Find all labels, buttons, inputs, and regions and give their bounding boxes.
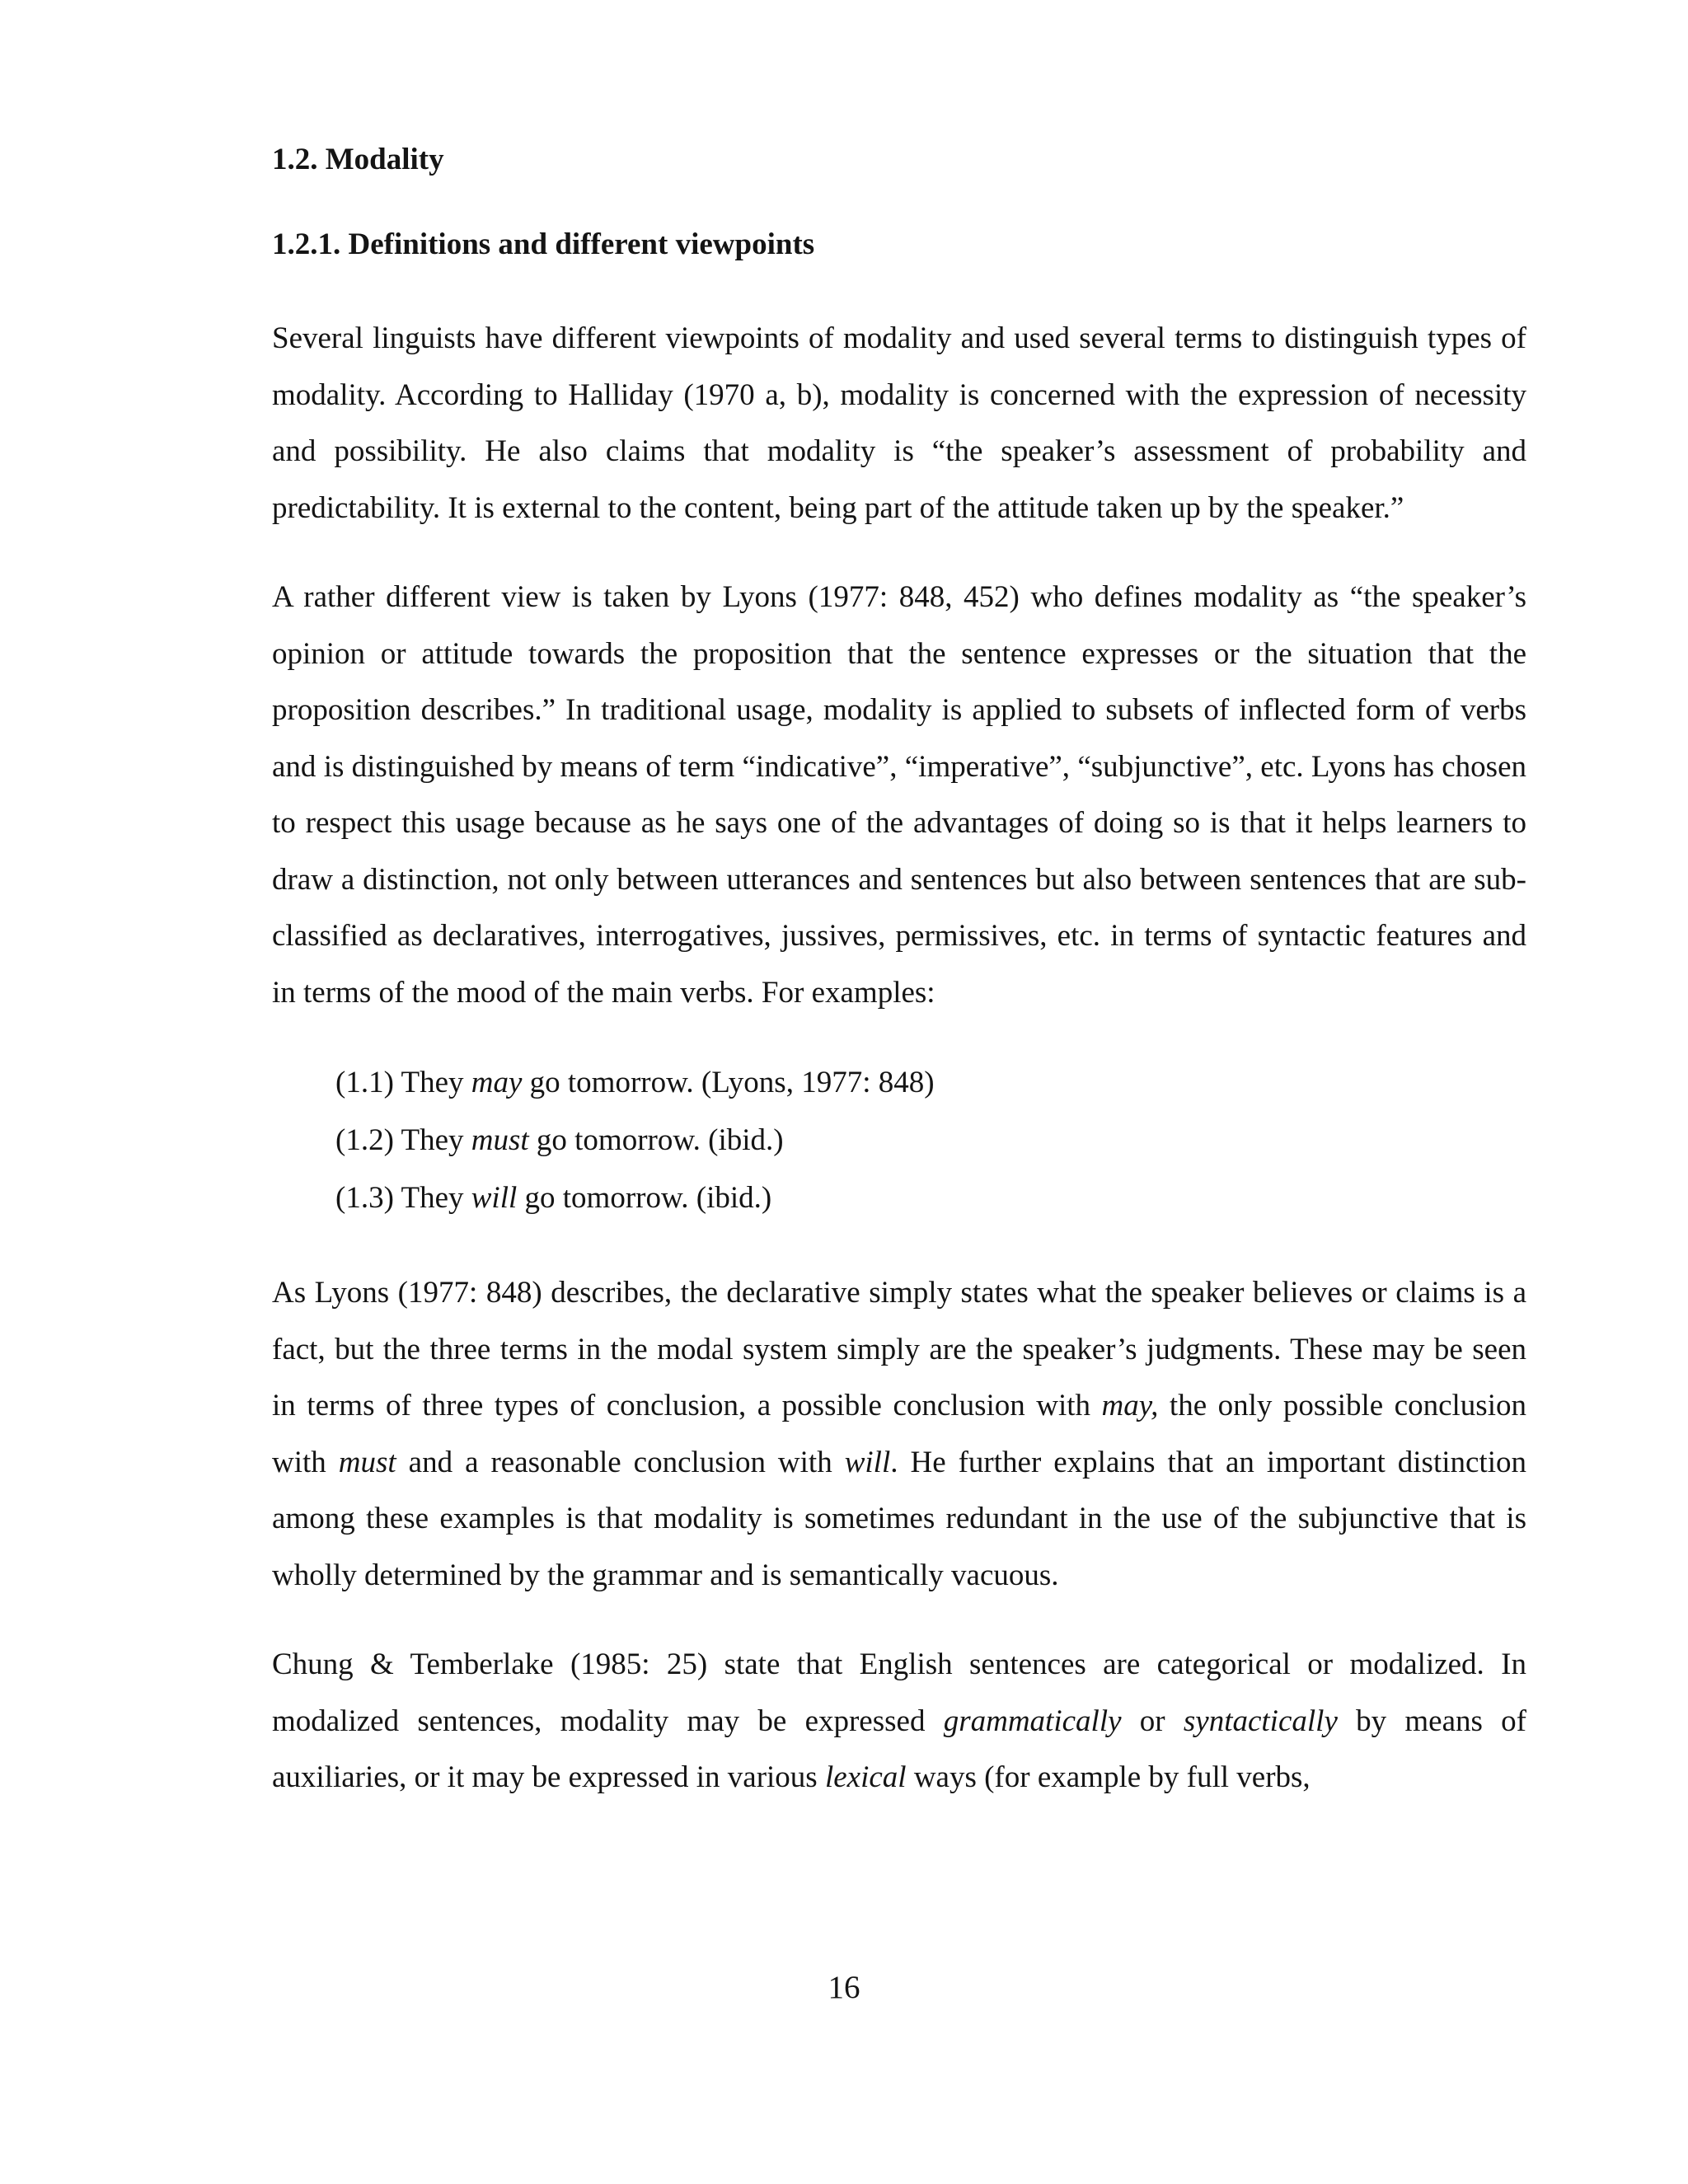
example-suffix: go tomorrow. (ibid.) <box>528 1123 784 1157</box>
paragraph-lyons-definition: A rather different view is taken by Lyons (1977: 848, 452) who defines modality as “the speaker’s opinion or attitude towards the proposition that the sentence expresses or the situation that the proposition describes.” In traditional usage, modality is applied to subsets of inflected form of verbs and is distinguished by means of term “indicative”, “imperative”, “subjunctive”, etc. Lyons has chosen to respect this usage because as he says one of the advantages of doing so is that it helps learners to draw a distinction, not only between utterances and sentences but also between sentences that are sub-classified as declaratives, interrogatives, jussives, permissives, etc. in terms of syntactic features and in terms of the mood of the main verbs. For examples: <box>272 580 1526 1010</box>
subsection-title: 1.2.1. Definitions and different viewpoints <box>272 227 815 261</box>
example-prefix: (1.3) They <box>335 1181 471 1215</box>
example-prefix: (1.2) They <box>335 1123 471 1157</box>
example-suffix: go tomorrow. (ibid.) <box>517 1181 772 1215</box>
text-run: the only possible conclusion with <box>272 1389 1526 1479</box>
text-run: As Lyons (1977: 848) describes, the declarative simply states what the speaker believes or claims is a fact, but the three terms in the modal system simply are the speaker’s judgments. These may be seen in terms of three types of conclusion, a possible conclusion with <box>272 1276 1526 1422</box>
emphasis-must: must <box>338 1445 396 1479</box>
emphasis-will: will <box>844 1445 891 1479</box>
example-suffix: go tomorrow. (Lyons, 1977: 848) <box>522 1066 935 1099</box>
example-modal: must <box>471 1123 529 1157</box>
text-run: or <box>1121 1704 1184 1738</box>
example-prefix: (1.1) They <box>335 1066 471 1099</box>
section-title: 1.2. Modality <box>272 143 444 176</box>
emphasis-syntactically: syntactically <box>1183 1704 1338 1738</box>
example-modal: will <box>471 1181 518 1215</box>
example-item <box>272 1112 1526 1169</box>
paragraph-halliday: Several linguists have different viewpoints of modality and used several terms to distinguish types of modality. According to Halliday (1970 a, b), modality is concerned with the expression of necessity and possibility. He also claims that modality is “the speaker’s assessment of probability and predictability. It is external to the content, being part of the attitude taken up by the speaker.” <box>272 321 1526 525</box>
example-modal: may <box>471 1066 523 1099</box>
emphasis-grammatically: grammatically <box>943 1704 1122 1738</box>
text-run: Chung & Temberlake (1985: 25) state that English sentences are categorical or modalized. In modalized sentences, modality may be expressed <box>272 1647 1526 1738</box>
text-run: and a reasonable conclusion with <box>396 1445 845 1479</box>
emphasis-may: may, <box>1101 1389 1159 1422</box>
page-body <box>272 140 1526 1840</box>
paragraph-chung-temberlake <box>272 1637 1526 1807</box>
example-item <box>272 1169 1526 1227</box>
text-run: by means of auxiliaries, or it may be expressed in various <box>272 1704 1526 1794</box>
text-run: ways (for example by full verbs, <box>906 1760 1311 1794</box>
emphasis-lexical: lexical <box>824 1760 907 1794</box>
page-number: 16 <box>828 1970 860 2005</box>
example-list <box>272 1054 1526 1227</box>
example-item <box>272 1054 1526 1112</box>
paragraph-lyons-conclusions <box>272 1265 1526 1604</box>
text-run: . He further explains that an important distinction among these examples is that modality is sometimes redundant in the use of the subjunctive that is wholly determined by the grammar and is semantically vacuous. <box>272 1445 1526 1592</box>
